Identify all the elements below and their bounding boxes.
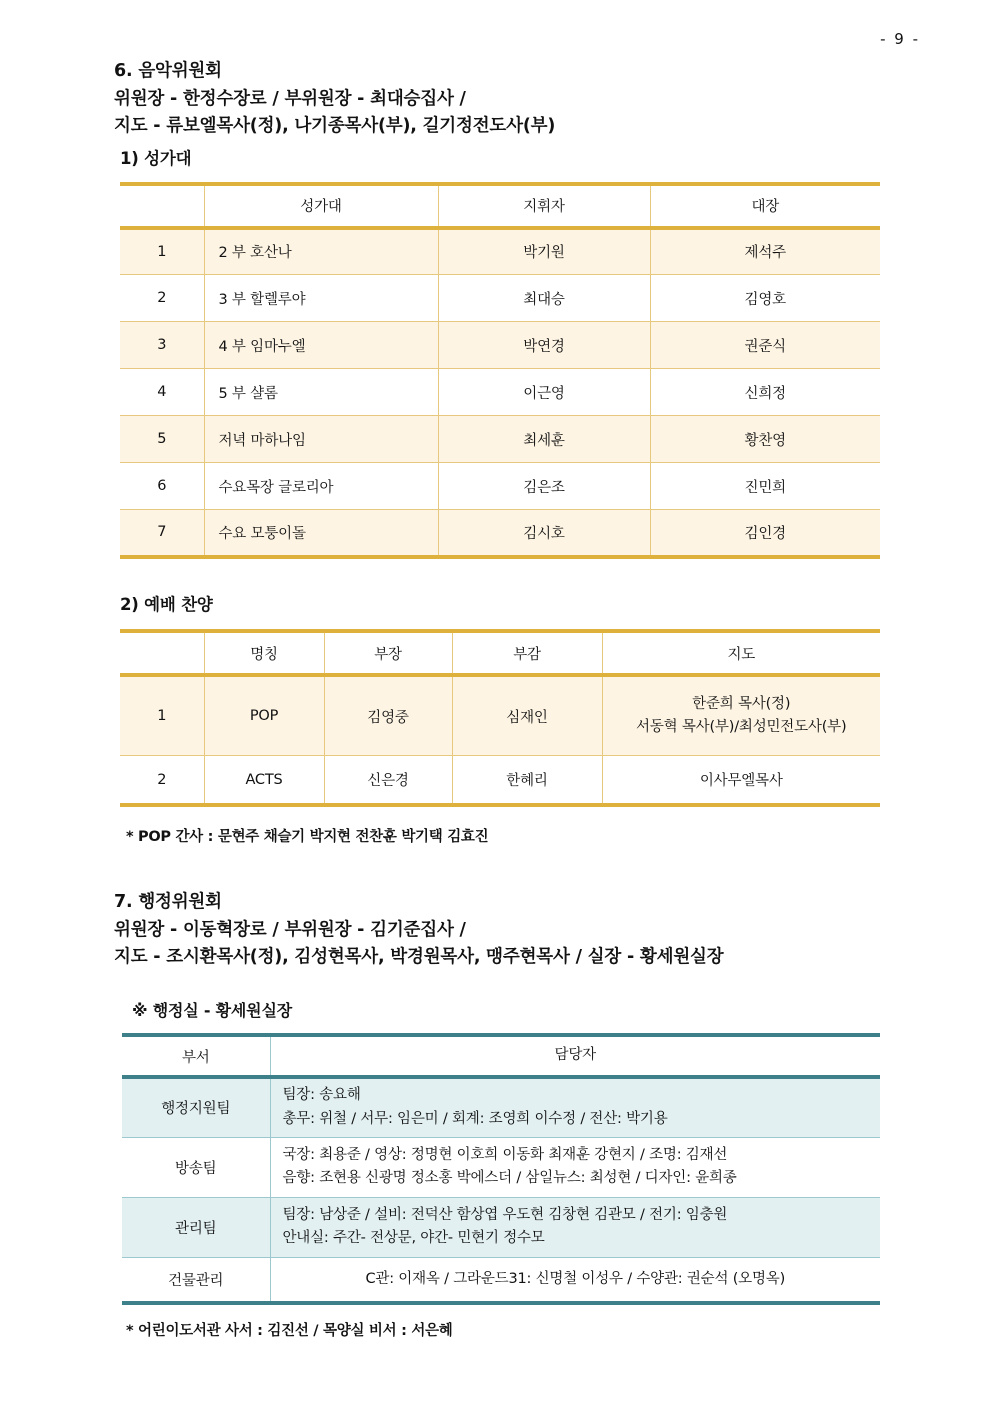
choir-row-index: 6	[120, 463, 204, 510]
subsection-praise-title: 2) 예배 찬양	[120, 594, 213, 614]
choir-row-index: 1	[120, 228, 204, 275]
choir-row-name: 5 부 샬롬	[204, 369, 438, 416]
praise-table	[120, 629, 880, 807]
table-row	[120, 228, 880, 275]
choir-table	[120, 182, 880, 559]
praise-row-manager: 김영중	[324, 675, 452, 755]
praise-table-body	[120, 675, 880, 805]
table-row	[120, 275, 880, 322]
section-6-title: 6. 음악위원회	[114, 61, 222, 81]
choir-row-index: 4	[120, 369, 204, 416]
choir-header-index	[120, 184, 204, 228]
praise-row-advisor: 이사무엘목사	[602, 755, 880, 805]
admin-row-department: 방송팀	[122, 1137, 270, 1197]
table-header-row	[120, 184, 880, 228]
table-row	[122, 1197, 880, 1257]
section-7-chair-line: 위원장 - 이동혁장로 / 부위원장 - 김기준집사 /	[114, 919, 466, 940]
choir-row-conductor: 최대승	[438, 275, 650, 322]
admin-row-staff	[270, 1137, 880, 1197]
praise-table-wrapper	[114, 629, 904, 807]
choir-row-leader: 권준식	[650, 322, 880, 369]
choir-row-name: 4 부 임마누엘	[204, 322, 438, 369]
admin-row-department: 관리팀	[122, 1197, 270, 1257]
table-row	[120, 416, 880, 463]
subsection-choir-title: 1) 성가대	[120, 148, 192, 168]
praise-row-index: 1	[120, 675, 204, 755]
admin-row-department: 건물관리	[122, 1257, 270, 1303]
page-number: - 9 -	[880, 30, 920, 48]
choir-row-leader: 진민희	[650, 463, 880, 510]
praise-row-deputy: 심재인	[452, 675, 602, 755]
choir-row-index: 3	[120, 322, 204, 369]
admin-row-staff: C관: 이재옥 / 그라운드31: 신명철 이성우 / 수양관: 권순석 (오명옥)	[270, 1257, 880, 1303]
choir-row-name: 수요목장 글로리아	[204, 463, 438, 510]
library-secretary-note: * 어린이도서관 사서 : 김진선 / 목양실 비서 : 서은혜	[126, 1323, 453, 1340]
table-header-row	[120, 631, 880, 675]
admin-staff-line-1: 팀장: 송요해	[282, 1087, 361, 1104]
praise-row-index: 2	[120, 755, 204, 805]
praise-advisor-line-1: 한준희 목사(정)	[692, 696, 791, 713]
praise-row-manager: 신은경	[324, 755, 452, 805]
table-header-row	[122, 1035, 880, 1077]
choir-row-name: 저녁 마하나임	[204, 416, 438, 463]
choir-row-conductor: 김은조	[438, 463, 650, 510]
admin-office-title: ※ 행정실 - 황세원실장	[132, 1001, 292, 1021]
table-row	[120, 369, 880, 416]
table-row	[120, 510, 880, 557]
section-6-advisor-line: 지도 - 류보엘목사(정), 나기종목사(부), 길기정전도사(부)	[114, 116, 556, 137]
choir-row-leader: 신희정	[650, 369, 880, 416]
praise-row-name: POP	[204, 675, 324, 755]
praise-header-name: 명칭	[204, 631, 324, 675]
table-row	[122, 1137, 880, 1197]
choir-row-index: 7	[120, 510, 204, 557]
choir-header-name: 성가대	[204, 184, 438, 228]
choir-row-conductor: 최세훈	[438, 416, 650, 463]
admin-staff-line-2: 음향: 조현용 신광명 정소홍 박에스더 / 삼일뉴스: 최성현 / 디자인: 윤희종	[282, 1170, 737, 1187]
admin-row-staff	[270, 1197, 880, 1257]
table-row	[122, 1077, 880, 1137]
praise-header-manager: 부장	[324, 631, 452, 675]
praise-row-name: ACTS	[204, 755, 324, 805]
table-row	[120, 463, 880, 510]
choir-table-head	[120, 184, 880, 228]
admin-table-wrapper	[114, 1033, 904, 1305]
admin-header-staff: 담당자	[270, 1035, 880, 1077]
choir-row-leader: 제석주	[650, 228, 880, 275]
admin-staff-line-2: 안내실: 주간- 전상문, 야간- 민현기 정수모	[282, 1230, 545, 1247]
section-7-advisor-line: 지도 - 조시환목사(정), 김성현목사, 박경원목사, 맹주현목사 / 실장 - 황세원실장	[114, 947, 724, 968]
praise-row-advisor	[602, 675, 880, 755]
table-row	[120, 675, 880, 755]
praise-table-head	[120, 631, 880, 675]
choir-row-index: 5	[120, 416, 204, 463]
admin-row-department: 행정지원팀	[122, 1077, 270, 1137]
choir-row-conductor: 김시호	[438, 510, 650, 557]
admin-staff-line-2: 총무: 위철 / 서무: 임은미 / 회계: 조영희 이수정 / 전산: 박기용	[282, 1110, 668, 1127]
table-row	[122, 1257, 880, 1303]
pop-staff-note: * POP 간사 : 문현주 채슬기 박지현 전찬훈 박기택 김효진	[126, 829, 489, 846]
admin-office-table	[122, 1033, 880, 1305]
choir-row-name: 수요 모퉁이돌	[204, 510, 438, 557]
admin-staff-line-1: 팀장: 남상준 / 설비: 전덕산 함상엽 우도현 김창현 김관모 / 전기: 임충원	[282, 1206, 728, 1223]
admin-table-body	[122, 1077, 880, 1303]
section-7-title: 7. 행정위원회	[114, 892, 222, 913]
admin-table-head	[122, 1035, 880, 1077]
admin-row-staff	[270, 1077, 880, 1137]
choir-table-body	[120, 228, 880, 557]
choir-table-wrapper	[114, 182, 904, 559]
praise-header-advisor: 지도	[602, 631, 880, 675]
page-content	[114, 58, 904, 1343]
choir-row-leader: 황찬영	[650, 416, 880, 463]
praise-header-index	[120, 631, 204, 675]
admin-header-department: 부서	[122, 1035, 270, 1077]
admin-staff-line-1: 국장: 최용준 / 영상: 정명현 이호희 이동화 최재훈 강현지 / 조명: 김재선	[282, 1146, 728, 1163]
choir-row-leader: 김인경	[650, 510, 880, 557]
choir-row-conductor: 박기원	[438, 228, 650, 275]
praise-header-deputy: 부감	[452, 631, 602, 675]
praise-row-deputy: 한혜리	[452, 755, 602, 805]
choir-row-name: 3 부 할렐루야	[204, 275, 438, 322]
praise-advisor-line-2: 서동혁 목사(부)/최성민전도사(부)	[636, 719, 847, 736]
choir-row-conductor: 이근영	[438, 369, 650, 416]
section-6-chair-line: 위원장 - 한정수장로 / 부위원장 - 최대승집사 /	[114, 88, 466, 109]
table-row	[120, 322, 880, 369]
choir-header-leader: 대장	[650, 184, 880, 228]
choir-row-leader: 김영호	[650, 275, 880, 322]
choir-row-index: 2	[120, 275, 204, 322]
choir-row-name: 2 부 호산나	[204, 228, 438, 275]
choir-header-conductor: 지휘자	[438, 184, 650, 228]
table-row	[120, 755, 880, 805]
choir-row-conductor: 박연경	[438, 322, 650, 369]
